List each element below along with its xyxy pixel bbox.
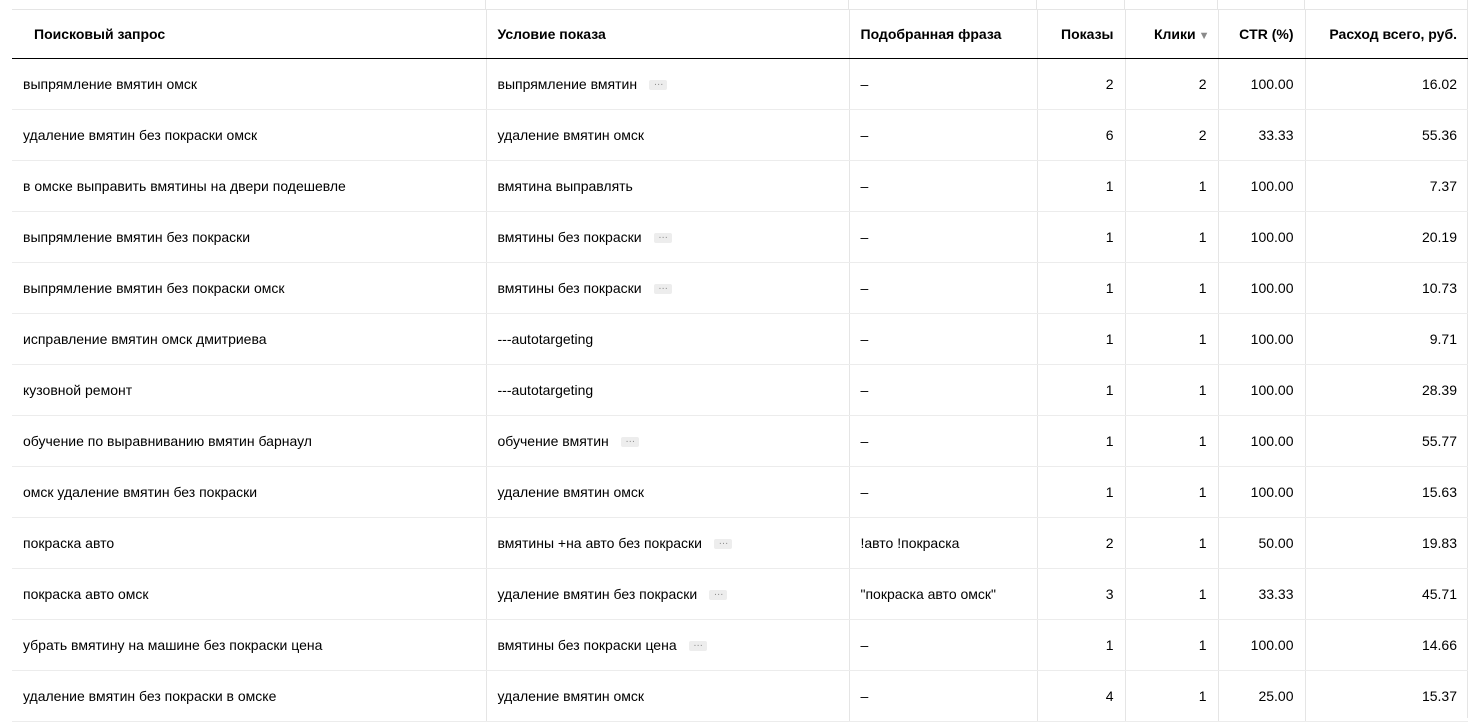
table-row [12, 518, 1468, 569]
column-header-impressions[interactable]: Показы [1037, 10, 1125, 59]
table-row [12, 263, 1468, 314]
condition-text: удаление вмятин омск [497, 127, 645, 143]
condition-text: вмятина выправлять [497, 178, 633, 194]
query-cell: обучение по выравниванию вмятин барнаул [12, 416, 486, 467]
condition-text: ---autotargeting [497, 382, 594, 398]
phrase-cell: – [849, 161, 1037, 212]
column-header-cost[interactable]: Расход всего, руб. [1305, 10, 1468, 59]
phrase-cell: – [849, 263, 1037, 314]
report-table [12, 10, 1468, 722]
cost-cell: 15.63 [1305, 467, 1468, 518]
phrase-cell: – [849, 620, 1037, 671]
more-options-icon[interactable]: … [714, 539, 732, 549]
clicks-cell: 1 [1125, 161, 1218, 212]
query-cell: выпрямление вмятин без покраски [12, 212, 486, 263]
condition-cell [486, 365, 849, 416]
ctr-cell: 100.00 [1218, 365, 1305, 416]
impressions-cell: 1 [1037, 212, 1125, 263]
cost-cell: 45.71 [1305, 569, 1468, 620]
query-cell: кузовной ремонт [12, 365, 486, 416]
query-cell: выпрямление вмятин омск [12, 59, 486, 110]
clicks-cell: 1 [1125, 467, 1218, 518]
more-options-icon[interactable]: … [649, 80, 667, 90]
ctr-cell: 100.00 [1218, 263, 1305, 314]
table-row [12, 467, 1468, 518]
table-body [12, 59, 1468, 722]
impressions-cell: 1 [1037, 314, 1125, 365]
column-header-clicks[interactable] [1125, 10, 1218, 59]
phrase-cell: – [849, 467, 1037, 518]
impressions-cell: 2 [1037, 518, 1125, 569]
condition-cell [486, 620, 849, 671]
ctr-cell: 50.00 [1218, 518, 1305, 569]
table-row [12, 161, 1468, 212]
query-cell: покраска авто [12, 518, 486, 569]
clicks-cell: 1 [1125, 314, 1218, 365]
condition-text: вмятины без покраски цена [497, 637, 677, 653]
condition-cell [486, 212, 849, 263]
phrase-cell: – [849, 212, 1037, 263]
clicks-cell: 1 [1125, 569, 1218, 620]
condition-cell [486, 314, 849, 365]
impressions-cell: 1 [1037, 416, 1125, 467]
column-header-clicks-label: Клики [1153, 26, 1196, 42]
ctr-cell: 100.00 [1218, 314, 1305, 365]
table-row [12, 416, 1468, 467]
impressions-cell: 2 [1037, 59, 1125, 110]
impressions-cell: 1 [1037, 620, 1125, 671]
condition-text: вмятины без покраски [497, 280, 642, 296]
cost-cell: 55.77 [1305, 416, 1468, 467]
clicks-cell: 1 [1125, 263, 1218, 314]
ctr-cell: 100.00 [1218, 59, 1305, 110]
impressions-cell: 1 [1037, 161, 1125, 212]
more-options-icon[interactable]: … [621, 437, 639, 447]
more-options-icon[interactable]: … [654, 233, 672, 243]
query-cell: удаление вмятин без покраски в омске [12, 671, 486, 722]
condition-cell [486, 569, 849, 620]
condition-cell [486, 263, 849, 314]
query-cell: удаление вмятин без покраски омск [12, 110, 486, 161]
impressions-cell: 1 [1037, 365, 1125, 416]
clicks-cell: 1 [1125, 518, 1218, 569]
clicks-cell: 1 [1125, 365, 1218, 416]
query-cell: выпрямление вмятин без покраски омск [12, 263, 486, 314]
phrase-cell: – [849, 416, 1037, 467]
table-row [12, 59, 1468, 110]
condition-text: обучение вмятин [497, 433, 609, 449]
condition-cell [486, 467, 849, 518]
table-row [12, 314, 1468, 365]
table-row [12, 212, 1468, 263]
clicks-cell: 2 [1125, 59, 1218, 110]
column-header-query[interactable]: Поисковый запрос [12, 10, 486, 59]
condition-text: ---autotargeting [497, 331, 594, 347]
condition-cell [486, 59, 849, 110]
condition-text: удаление вмятин омск [497, 688, 645, 704]
query-cell: покраска авто омск [12, 569, 486, 620]
ctr-cell: 33.33 [1218, 569, 1305, 620]
more-options-icon[interactable]: … [689, 641, 707, 651]
ctr-cell: 100.00 [1218, 161, 1305, 212]
phrase-cell: – [849, 110, 1037, 161]
ctr-cell: 100.00 [1218, 416, 1305, 467]
table-row [12, 671, 1468, 722]
impressions-cell: 6 [1037, 110, 1125, 161]
table-row [12, 365, 1468, 416]
more-options-icon[interactable]: … [654, 284, 672, 294]
query-cell: убрать вмятину на машине без покраски цена [12, 620, 486, 671]
impressions-cell: 4 [1037, 671, 1125, 722]
table-row [12, 620, 1468, 671]
condition-cell [486, 518, 849, 569]
phrase-cell: !авто !покраска [849, 518, 1037, 569]
query-cell: исправление вмятин омск дмитриева [12, 314, 486, 365]
phrase-cell: – [849, 314, 1037, 365]
table-row [12, 569, 1468, 620]
condition-text: вмятины +на авто без покраски [497, 535, 702, 551]
condition-text: вмятины без покраски [497, 229, 642, 245]
ctr-cell: 25.00 [1218, 671, 1305, 722]
clicks-cell: 1 [1125, 671, 1218, 722]
condition-cell [486, 110, 849, 161]
column-header-condition[interactable]: Условие показа [486, 10, 849, 59]
phrase-cell: – [849, 671, 1037, 722]
search-queries-report [12, 0, 1468, 718]
sort-desc-icon[interactable]: ▼ [1198, 30, 1210, 42]
condition-cell [486, 671, 849, 722]
cost-cell: 55.36 [1305, 110, 1468, 161]
cost-cell: 20.19 [1305, 212, 1468, 263]
impressions-cell: 1 [1037, 467, 1125, 518]
cost-cell: 15.37 [1305, 671, 1468, 722]
clicks-cell: 1 [1125, 620, 1218, 671]
cost-cell: 28.39 [1305, 365, 1468, 416]
condition-text: удаление вмятин без покраски [497, 586, 698, 602]
condition-cell [486, 416, 849, 467]
phrase-cell: – [849, 365, 1037, 416]
impressions-cell: 1 [1037, 263, 1125, 314]
cost-cell: 10.73 [1305, 263, 1468, 314]
condition-text: удаление вмятин омск [497, 484, 645, 500]
ctr-cell: 100.00 [1218, 212, 1305, 263]
table-row [12, 110, 1468, 161]
ctr-cell: 33.33 [1218, 110, 1305, 161]
impressions-cell: 3 [1037, 569, 1125, 620]
table-header-row [12, 10, 1468, 59]
cost-cell: 7.37 [1305, 161, 1468, 212]
ctr-cell: 100.00 [1218, 467, 1305, 518]
phrase-cell: "покраска авто омск" [849, 569, 1037, 620]
cost-cell: 16.02 [1305, 59, 1468, 110]
query-cell: в омске выправить вмятины на двери подешевле [12, 161, 486, 212]
query-cell: омск удаление вмятин без покраски [12, 467, 486, 518]
clicks-cell: 2 [1125, 110, 1218, 161]
cost-cell: 14.66 [1305, 620, 1468, 671]
clicks-cell: 1 [1125, 212, 1218, 263]
clicks-cell: 1 [1125, 416, 1218, 467]
ctr-cell: 100.00 [1218, 620, 1305, 671]
column-header-ctr[interactable]: CTR (%) [1218, 10, 1305, 59]
condition-text: выпрямление вмятин [497, 76, 638, 92]
more-options-icon[interactable]: … [709, 590, 727, 600]
phrase-cell: – [849, 59, 1037, 110]
column-header-phrase[interactable]: Подобранная фраза [849, 10, 1037, 59]
cost-cell: 9.71 [1305, 314, 1468, 365]
condition-cell [486, 161, 849, 212]
cost-cell: 19.83 [1305, 518, 1468, 569]
